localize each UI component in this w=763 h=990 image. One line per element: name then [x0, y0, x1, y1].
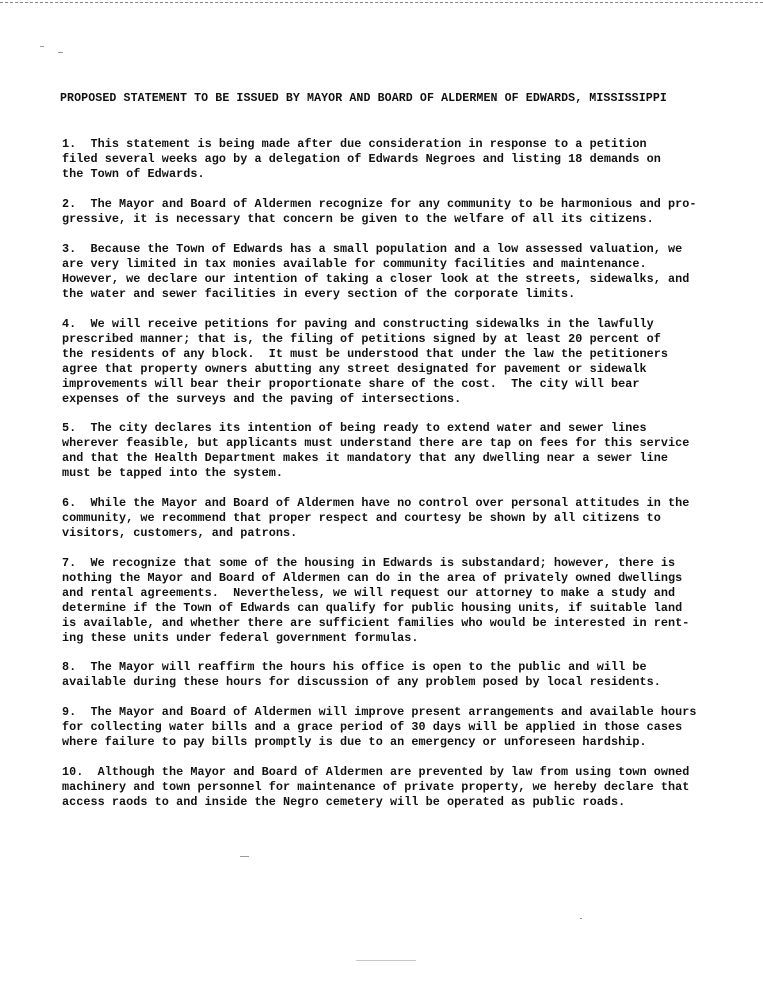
scan-speck: [240, 856, 249, 857]
paragraph-line: agree that property owners abutting any street designated for pavement or sidewalk: [62, 361, 647, 376]
paragraph-line: 1. This statement is being made after due consideration in response to a petition: [62, 137, 647, 151]
paragraph-line: expenses of the surveys and the paving of intersections.: [62, 391, 462, 406]
paragraph-line: the water and sewer facilities in every section of the corporate limits.: [62, 286, 576, 301]
paragraph-line: 9. The Mayor and Board of Aldermen will improve present arrangements and available hours: [62, 705, 697, 719]
paragraph-line: 7. We recognize that some of the housing in Edwards is substandard; however, there is: [62, 556, 676, 570]
scan-speck: [356, 960, 416, 961]
paragraph-line: access raods to and inside the Negro cemetery will be operated as public roads.: [62, 794, 626, 809]
paragraph-line: are very limited in tax monies available for community facilities and maintenance.: [62, 256, 647, 271]
paragraph-line: wherever feasible, but applicants must understand there are tap on fees for this service: [62, 435, 690, 450]
paragraph-line: available during these hours for discussion of any problem posed by local residents.: [62, 674, 661, 689]
paragraph-9: [62, 705, 732, 750]
paragraph-6: [62, 496, 732, 541]
paragraph-line: is available, and whether there are sufficient families who would be interested in rent-: [62, 615, 690, 630]
paragraph-line: and that the Health Department makes it mandatory that any dwelling near a sewer line: [62, 450, 668, 465]
scan-speck: [58, 52, 63, 53]
paragraph-line: visitors, customers, and patrons.: [62, 525, 298, 540]
paragraph-8: [62, 660, 732, 690]
paragraph-line: where failure to pay bills promptly is due to an emergency or unforeseen hardship.: [62, 734, 647, 749]
paragraph-line: community, we recommend that proper respect and courtesy be shown by all citizens to: [62, 510, 661, 525]
paragraph-4: [62, 317, 732, 406]
paragraph-line: filed several weeks ago by a delegation of Edwards Negroes and listing 18 demands on: [62, 151, 661, 166]
paragraph-line: the Town of Edwards.: [62, 166, 205, 181]
paragraph-line: 8. The Mayor will reaffirm the hours his office is open to the public and will be: [62, 660, 647, 674]
paragraph-line: machinery and town personnel for maintenance of private property, we hereby declare that: [62, 779, 690, 794]
paragraph-7: [62, 556, 732, 645]
paragraph-line: 2. The Mayor and Board of Aldermen recognize for any community to be harmonious and pro-: [62, 197, 697, 211]
paragraph-1: [62, 137, 732, 182]
scan-speck: [40, 46, 44, 47]
document-title: PROPOSED STATEMENT TO BE ISSUED BY MAYOR AND BOARD OF ALDERMEN OF EDWARDS, MISSISSIPPI: [60, 92, 667, 105]
paragraph-line: However, we declare our intention of taking a closer look at the streets, sidewalks, and: [62, 271, 690, 286]
scan-speck: [580, 918, 582, 919]
paragraph-line: the residents of any block. It must be understood that under the law the petitioners: [62, 346, 668, 361]
paragraph-line: 3. Because the Town of Edwards has a small population and a low assessed valuation, we: [62, 242, 683, 256]
paragraph-line: 5. The city declares its intention of being ready to extend water and sewer lines: [62, 421, 647, 435]
paragraph-line: gressive, it is necessary that concern be given to the welfare of all its citizens.: [62, 211, 654, 226]
paragraph-line: determine if the Town of Edwards can qualify for public housing units, if suitable land: [62, 600, 683, 615]
paragraph-line: 6. While the Mayor and Board of Aldermen have no control over personal attitudes in the: [62, 496, 690, 510]
paragraph-line: 4. We will receive petitions for paving and constructing sidewalks in the lawfully: [62, 317, 654, 331]
paragraph-line: prescribed manner; that is, the filing of petitions signed by at least 20 percent of: [62, 331, 661, 346]
paragraph-line: for collecting water bills and a grace period of 30 days will be applied in those cases: [62, 719, 683, 734]
paragraph-line: ing these units under federal government formulas.: [62, 630, 419, 645]
paragraph-3: [62, 242, 732, 302]
paragraph-10: [62, 765, 732, 810]
paragraph-line: and rental agreements. Nevertheless, we will request our attorney to make a study and: [62, 585, 676, 600]
paragraph-line: nothing the Mayor and Board of Aldermen can do in the area of privately owned dwellings: [62, 570, 683, 585]
paragraph-line: improvements will bear their proportionate share of the cost. The city will bear: [62, 376, 640, 391]
paragraph-5: [62, 421, 732, 481]
page-top-edge: [0, 2, 763, 3]
paragraph-line: must be tapped into the system.: [62, 465, 284, 480]
paragraph-2: [62, 197, 732, 227]
paragraph-line: 10. Although the Mayor and Board of Aldermen are prevented by law from using town owned: [62, 765, 690, 779]
